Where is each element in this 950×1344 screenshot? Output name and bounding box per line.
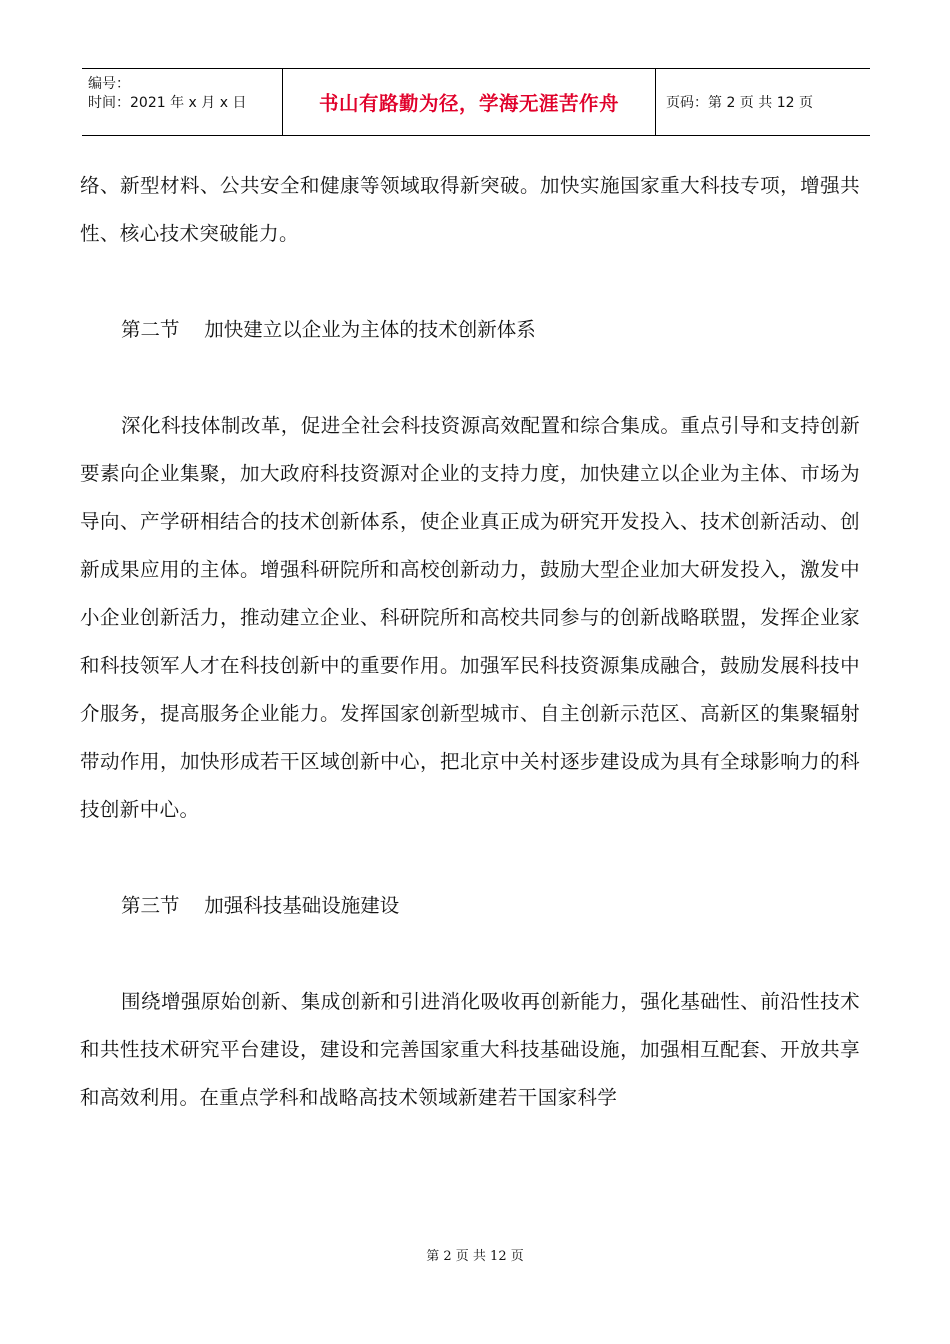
paragraph-1: 络、新型材料、公共安全和健康等领域取得新突破。加快实施国家重大科技专项，增强共性、核心技术突破能力。: [80, 174, 860, 245]
page-footer: 第 2 页 共 12 页: [426, 1249, 524, 1264]
blank-line: [80, 258, 860, 306]
header-motto-cell: [282, 69, 656, 135]
section-heading-3: 第三节 加强科技基础设施建设: [121, 894, 400, 917]
document-time-label: 时间：2021 年 x 月 x 日: [88, 95, 247, 111]
blank-line: [80, 354, 860, 402]
paragraph-2: 深化科技体制改革，促进全社会科技资源高效配置和综合集成。重点引导和支持创新要素向企业集聚，加大政府科技资源对企业的支持力度，加快建立以企业为主体、市场为导向、产学研相结合的技术创新体系，使企业真正成为研究开发投入、技术创新活动、创新成果应用的主体。增强科研院所和高校创新动力，鼓励大型企业加大研发投入，激发中小企业创新活力，推动建立企业、科研院所和高校共同参与的创新战略联盟，发挥企业家和科技领军人才在科技创新中的重要作用。加强军民科技资源集成融合，鼓励发展科技中介服务，提高服务企业能力。发挥国家创新型城市、自主创新示范区、高新区的集聚辐射带动作用，加快形成若干区域创新中心，把北京中关村逐步建设成为具有全球影响力的科技创新中心。: [80, 414, 860, 821]
blank-line: [80, 930, 860, 978]
document-body: [80, 162, 860, 1122]
section-heading-2: 第二节 加快建立以企业为主体的技术创新体系: [121, 318, 536, 341]
blank-line: [80, 834, 860, 882]
header-motto: 书山有路勤为径，学海无涯苦作舟: [318, 92, 619, 115]
header-meta: [82, 69, 282, 135]
header-page-info: 页码：第 2 页 共 12 页: [666, 95, 813, 111]
paragraph-3: 围绕增强原始创新、集成创新和引进消化吸收再创新能力，强化基础性、前沿性技术和共性技术研究平台建设，建设和完善国家重大科技基础设施，加强相互配套、开放共享和高效利用。在重点学科和战略高技术领域新建若干国家科学: [80, 990, 860, 1109]
document-number-label: 编号：: [88, 76, 130, 92]
page-header: [82, 68, 870, 136]
